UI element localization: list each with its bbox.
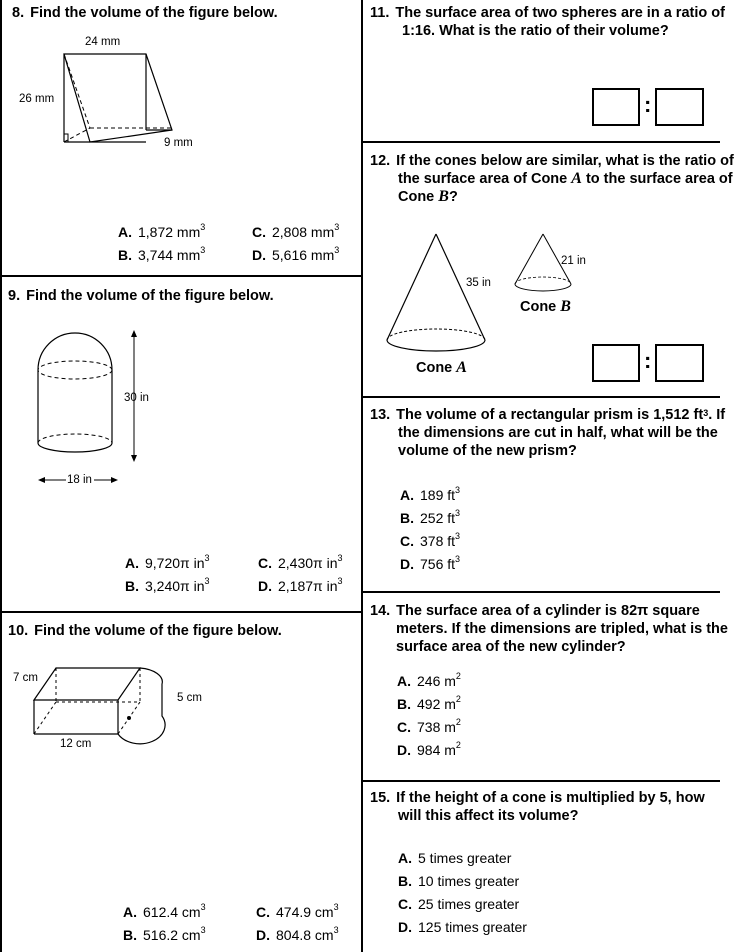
row-divider-right-3 [362,591,720,593]
question-10: 10. Find the volume of the figure below. [8,623,282,639]
q14-choice-d[interactable]: D. 984 $m^2$ [397,740,461,758]
q8-label-depth: 9 mm [164,137,193,149]
cone-a-figure [386,232,496,357]
q10-choice-b[interactable]: B. 516.2 $cm^3$ [123,925,206,943]
row-divider-left-2 [0,611,362,613]
q10-choice-a[interactable]: A. 612.4 $cm^3$ [123,902,206,920]
question-8: 8. Find the volume of the figure below. [12,5,278,21]
outer-border-left [0,0,2,952]
q9-choice-d[interactable]: D. 2,187π $in^3$ [258,576,343,594]
row-divider-right-4 [362,780,720,782]
prism-half-cylinder-figure [30,664,180,739]
question-11: 11. The surface area of two spheres are in a ratio of 1:16. What is the ratio of their volume? [370,5,725,39]
q8-choice-c[interactable]: C. 2,808 $mm^3$ [252,222,340,240]
row-divider-right-1 [362,141,720,143]
q15-choice-c[interactable]: C. 25 times greater [398,896,520,912]
q14-choice-b[interactable]: B. 492 $m^2$ [397,694,461,712]
q10-choice-d[interactable]: D. 804.8 $cm^3$ [256,925,339,943]
question-13: 13. The volume of a rectangular prism is 1,512 $ft^3$. If the dimensions are cut in half, what will be the volume of the new prism? [370,407,726,459]
question-14: 14. The surface area of a cylinder is 82π square meters. If the dimensions are tripled, what is the surface area of the new cylinder? [370,603,728,655]
q8-choice-b[interactable]: B. 3,744 $mm^3$ [118,245,206,263]
q8-label-top: 24 mm [85,36,121,48]
q12-var-a: A [571,170,582,187]
row-divider-right-2 [362,396,720,398]
row-divider-left-1 [0,275,362,277]
q11-answer-box-left[interactable] [592,88,640,126]
q15-choice-b[interactable]: B. 10 times greater [398,873,520,889]
q9-choice-c[interactable]: C. 2,430π $in^3$ [258,553,343,571]
question-9: 9. Find the volume of the figure below. [8,288,274,304]
q8-choice-d[interactable]: D. 5,616 $mm^3$ [252,245,340,263]
q8-label-left: 26 mm [19,93,55,105]
q8-choice-a[interactable]: A. 1,872 $mm^3$ [118,222,206,240]
q14-choice-c[interactable]: C. 738 $m^2$ [397,717,461,735]
q10-label-length: 12 cm [60,738,92,750]
cone-a-slant-label: 35 in [466,277,491,289]
question-15: 15. If the height of a cone is multiplied by 5, how will this affect its volume? [370,790,705,824]
q13-choice-d[interactable]: D. 756 $ft^3$ [400,554,461,572]
q12-ratio-colon: : [644,348,652,373]
q9-choice-b[interactable]: B. 3,240π $in^3$ [125,576,210,594]
cone-a-caption: Cone A [416,359,467,376]
q9-label-height: 30 in [124,392,149,404]
q12-var-b: B [438,188,449,205]
cone-b-figure [514,232,584,302]
cone-b-slant-label: 21 in [561,255,586,267]
q10-label-height: 5 cm [177,692,202,704]
q13-choice-c[interactable]: C. 378 $ft^3$ [400,531,461,549]
q9-choice-a[interactable]: A. 9,720π $in^3$ [125,553,210,571]
q15-choice-d[interactable]: D. 125 times greater [398,919,527,935]
q11-ratio-colon: : [644,92,652,117]
q13-choice-b[interactable]: B. 252 $ft^3$ [400,508,461,526]
q12-answer-box-right[interactable] [655,344,704,382]
q10-choice-c[interactable]: C. 474.9 $cm^3$ [256,902,339,920]
q10-label-depth: 7 cm [13,672,38,684]
question-12: 12. If the cones below are similar, what is the ratio of the surface area of Cone A to the surface area of Cone B? [370,153,734,205]
cone-b-caption: Cone B [520,298,571,315]
q9-label-width: 18 in [67,474,92,486]
q12-answer-box-left[interactable] [592,344,640,382]
q15-choice-a[interactable]: A. 5 times greater [398,850,512,866]
q14-choice-a[interactable]: A. 246 $m^2$ [397,671,461,689]
q11-answer-box-right[interactable] [655,88,704,126]
q13-choice-a[interactable]: A. 189 $ft^3$ [400,485,461,503]
